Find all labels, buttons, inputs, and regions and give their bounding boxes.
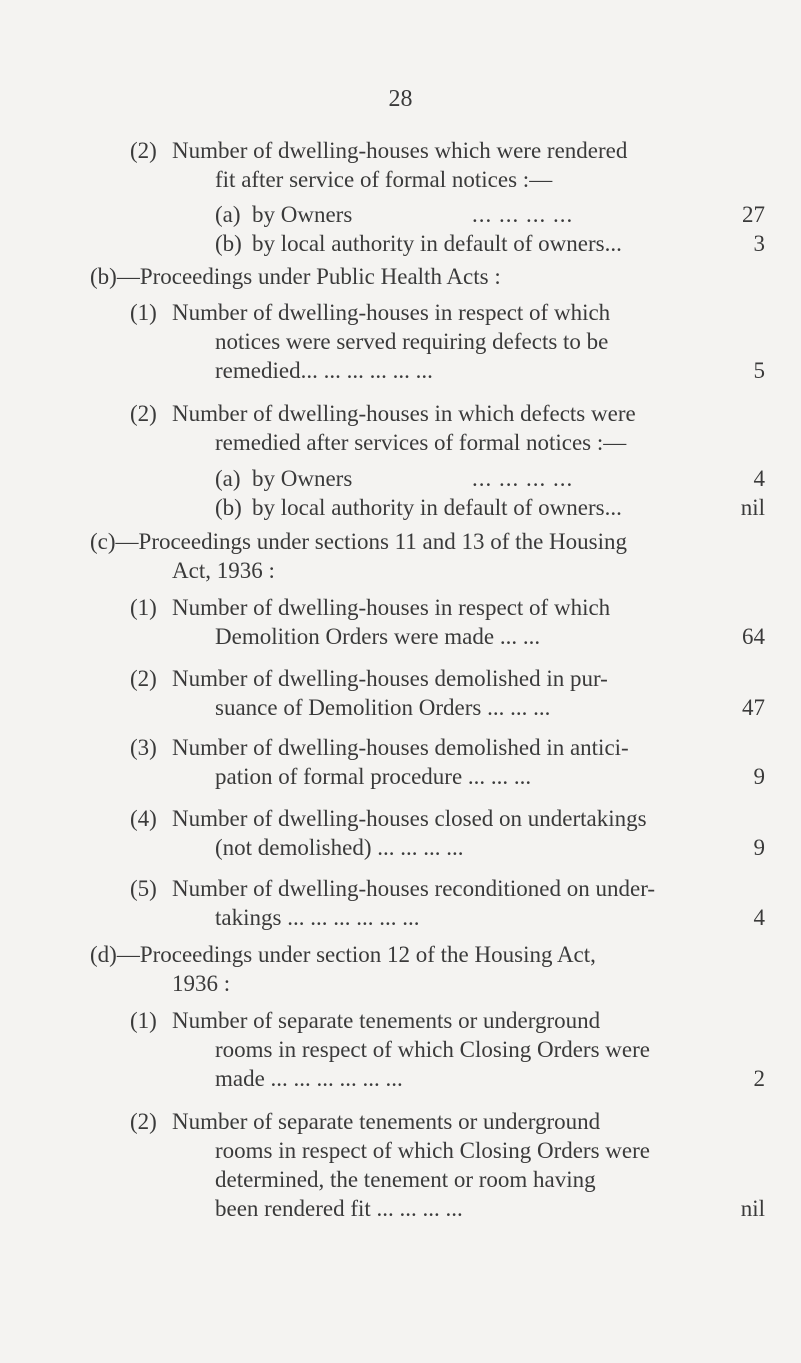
item-text: Number of dwelling-houses in respect of which — [172, 300, 611, 325]
value: 4 — [753, 466, 765, 491]
value: 47 — [742, 695, 765, 720]
item-marker: (5) — [130, 876, 157, 901]
section-heading: 1936 : — [172, 971, 231, 996]
value: nil — [740, 1196, 765, 1221]
item-text: Number of dwelling-houses reconditioned on under- — [172, 876, 656, 901]
item-text: remedied after services of formal notices :— — [215, 430, 627, 455]
value: 3 — [753, 231, 765, 256]
value: 4 — [753, 905, 765, 930]
value: 9 — [753, 835, 765, 860]
item-text: fit after service of formal notices :— — [215, 167, 553, 192]
sub-text: by Owners — [252, 202, 353, 227]
section-heading: (c)—Proceedings under sections 11 and 13 of the Housing — [90, 529, 627, 554]
section-heading: (d)—Proceedings under section 12 of the Housing Act, — [90, 942, 596, 967]
item-marker: (2) — [130, 401, 157, 426]
item-text: Number of separate tenements or underground — [172, 1109, 601, 1134]
section-heading: Act, 1936 : — [172, 558, 275, 583]
item-text: remedied... ... ... ... ... ... — [215, 358, 433, 383]
item-text: determined, the tenement or room having — [215, 1167, 596, 1192]
leader-dots: ... ... ... ... — [472, 466, 574, 491]
item-marker: (4) — [130, 806, 157, 831]
sub-text: by Owners — [252, 466, 353, 491]
item-text: Number of dwelling-houses demolished in antici- — [172, 735, 629, 760]
item-marker: (1) — [130, 300, 157, 325]
value: 64 — [742, 624, 765, 649]
item-marker: (2) — [130, 138, 157, 163]
item-text: takings ... ... ... ... ... ... — [215, 905, 420, 930]
sub-text: by local authority in default of owners... — [252, 495, 622, 520]
sub-marker: (b) — [215, 495, 242, 520]
sub-marker: (a) — [215, 202, 241, 227]
item-text: rooms in respect of which Closing Orders were — [215, 1037, 650, 1062]
item-text: made ... ... ... ... ... ... — [215, 1066, 403, 1091]
item-marker: (3) — [130, 735, 157, 760]
item-text: pation of formal procedure ... ... ... — [215, 764, 532, 789]
value: 5 — [753, 358, 765, 383]
item-text: Demolition Orders were made ... ... — [215, 624, 541, 649]
value: nil — [740, 495, 765, 520]
item-text: rooms in respect of which Closing Orders were — [215, 1138, 650, 1163]
item-marker: (1) — [130, 595, 157, 620]
item-marker: (2) — [130, 1109, 157, 1134]
item-text: been rendered fit ... ... ... ... — [215, 1196, 463, 1221]
item-text: Number of dwelling-houses which were rendered — [172, 138, 628, 163]
item-text: Number of dwelling-houses in respect of which — [172, 595, 611, 620]
leader-dots: ... ... ... ... — [472, 202, 574, 227]
value: 9 — [753, 764, 765, 789]
page-number: 28 — [388, 86, 413, 112]
item-marker: (2) — [130, 666, 157, 691]
item-marker: (1) — [130, 1008, 157, 1033]
section-heading: (b)—Proceedings under Public Health Acts : — [90, 264, 501, 289]
item-text: Number of dwelling-houses closed on undertakings — [172, 806, 647, 831]
item-text: (not demolished) ... ... ... ... — [215, 835, 464, 860]
item-text: Number of dwelling-houses demolished in pur- — [172, 666, 608, 691]
sub-marker: (b) — [215, 231, 242, 256]
item-text: Number of dwelling-houses in which defects were — [172, 401, 636, 426]
item-text: notices were served requiring defects to be — [215, 329, 609, 354]
item-text: Number of separate tenements or underground — [172, 1008, 601, 1033]
sub-marker: (a) — [215, 466, 241, 491]
sub-text: by local authority in default of owners... — [252, 231, 622, 256]
value: 2 — [753, 1066, 765, 1091]
value: 27 — [742, 202, 765, 227]
item-text: suance of Demolition Orders ... ... ... — [215, 695, 551, 720]
